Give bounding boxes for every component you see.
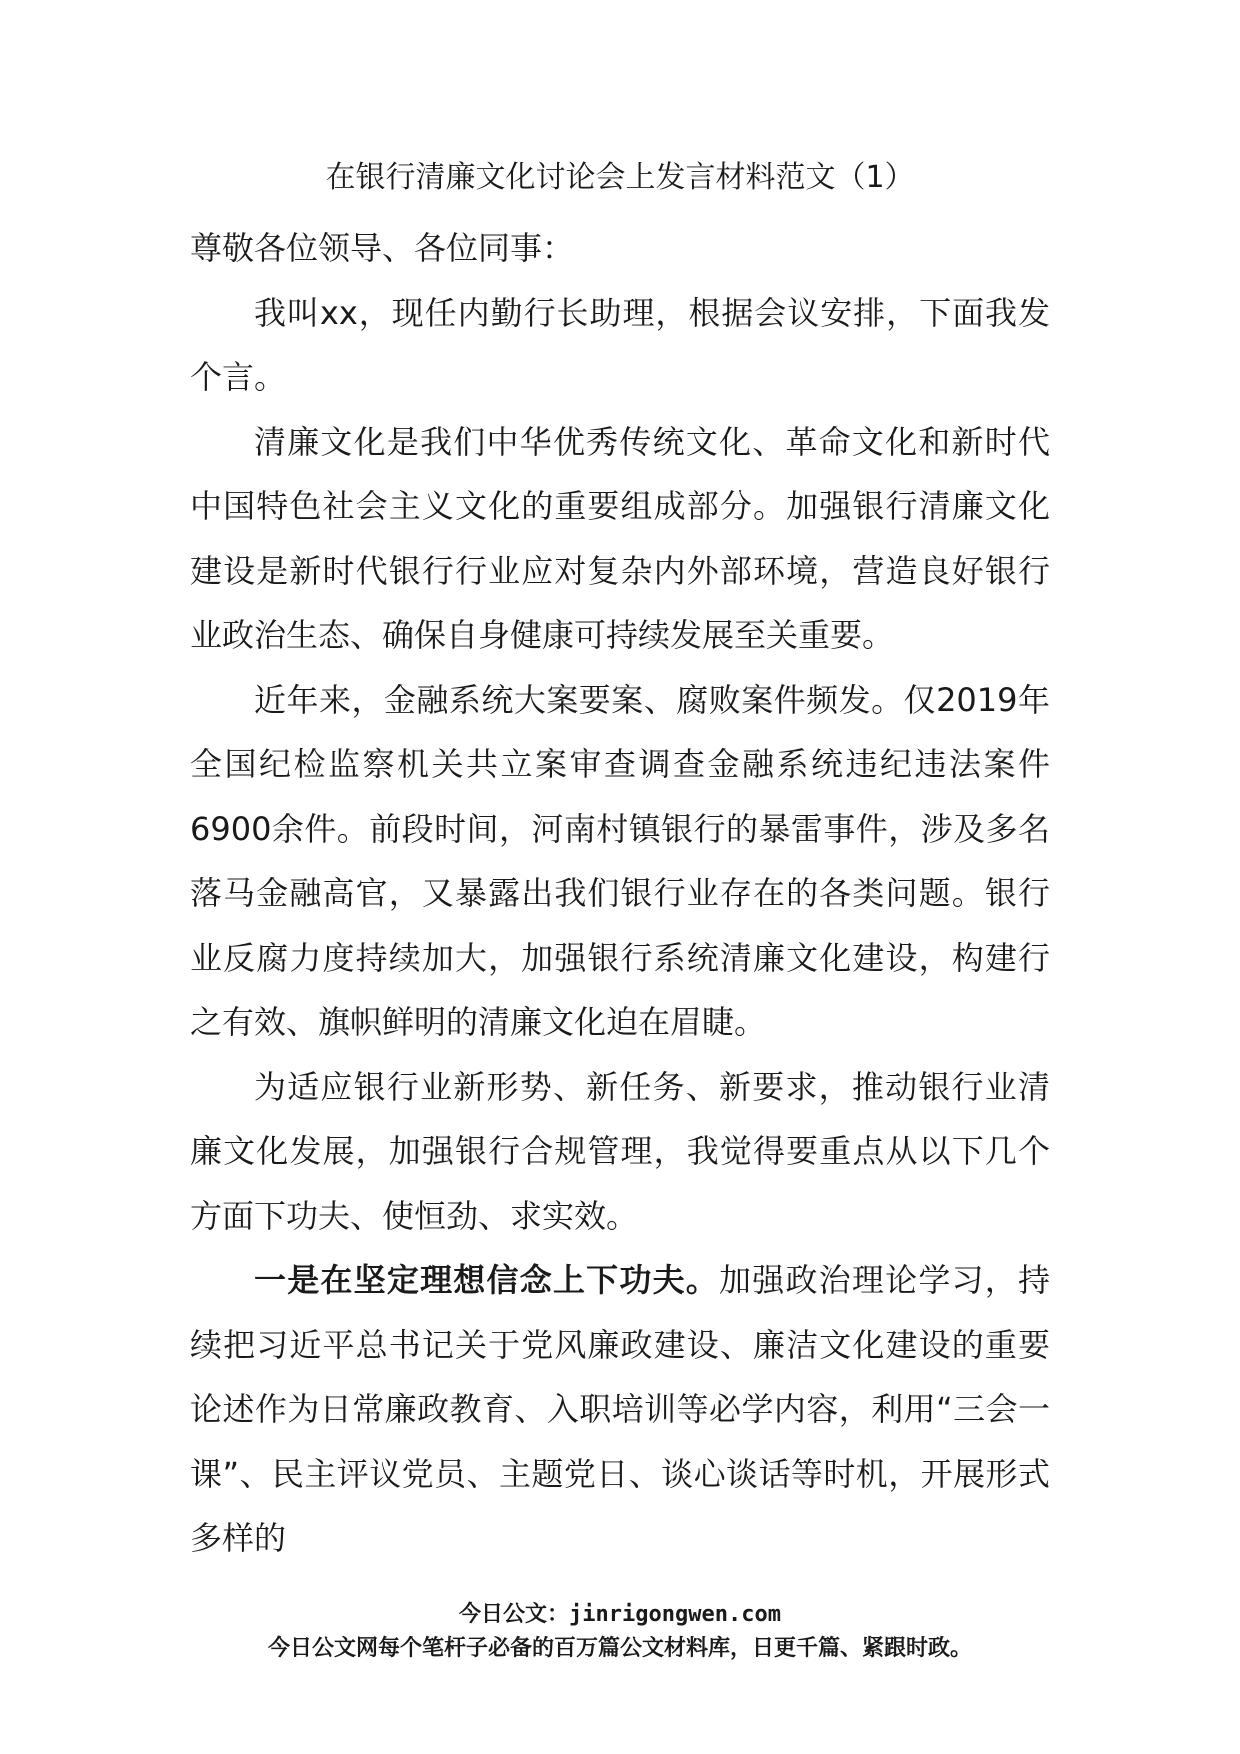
paragraph-intro: 我叫xx，现任内勤行长助理，根据会议安排，下面我发个言。 bbox=[190, 293, 1050, 396]
paragraph-culture: 清廉文化是我们中华优秀传统文化、革命文化和新时代中国特色社会主义文化的重要组成部分。加强银行清廉文化建设是新时代银行行业应对复杂内外部环境，营造良好银行业政治生态、确保自身健康可持续发展至关重要。 bbox=[190, 422, 1050, 654]
footer-site bbox=[0, 1600, 1240, 1630]
footer-site-label: 今日公文： bbox=[459, 1602, 570, 1627]
document-body bbox=[190, 216, 1050, 1571]
document-title: 在银行清廉文化讨论会上发言材料范文（1） bbox=[325, 160, 915, 195]
salutation: 尊敬各位领导、各位同事： bbox=[190, 229, 575, 267]
point-one-lead: 一是在坚定理想信念上下功夫。 bbox=[254, 1261, 720, 1299]
point-one-text: 加强政治理论学习，持续把习近平总书记关于党风廉政建设、廉洁文化建设的重要论述作为日常廉政教育、入职培训等必学内容，利用“三会一课”、民主评议党员、主题党日、谈心谈话等时机，开展形式多样的 bbox=[190, 1261, 1050, 1557]
paragraph-point-one bbox=[190, 1248, 1050, 1571]
paragraph-approach: 为适应银行业新形势、新任务、新要求，推动银行业清廉文化发展，加强银行合规管理，我觉得要重点从以下几个方面下功夫、使恒劲、求实效。 bbox=[190, 1067, 1050, 1235]
paragraph-cases: 近年来，金融系统大案要案、腐败案件频发。仅2019年全国纪检监察机关共立案审查调查金融系统违纪违法案件6900余件。前段时间，河南村镇银行的暴雷事件，涉及多名落马金融高官，又暴露出我们银行业存在的各类问题。银行业反腐力度持续加大，加强银行系统清廉文化建设，构建行之有效、旗帜鲜明的清廉文化迫在眉睫。 bbox=[190, 680, 1050, 1041]
footer-site-url[interactable]: jinrigongwen.com bbox=[569, 1602, 781, 1627]
footer-slogan: 今日公文网每个笔杆子必备的百万篇公文材料库，日更千篇、紧跟时政。 bbox=[267, 1636, 972, 1661]
